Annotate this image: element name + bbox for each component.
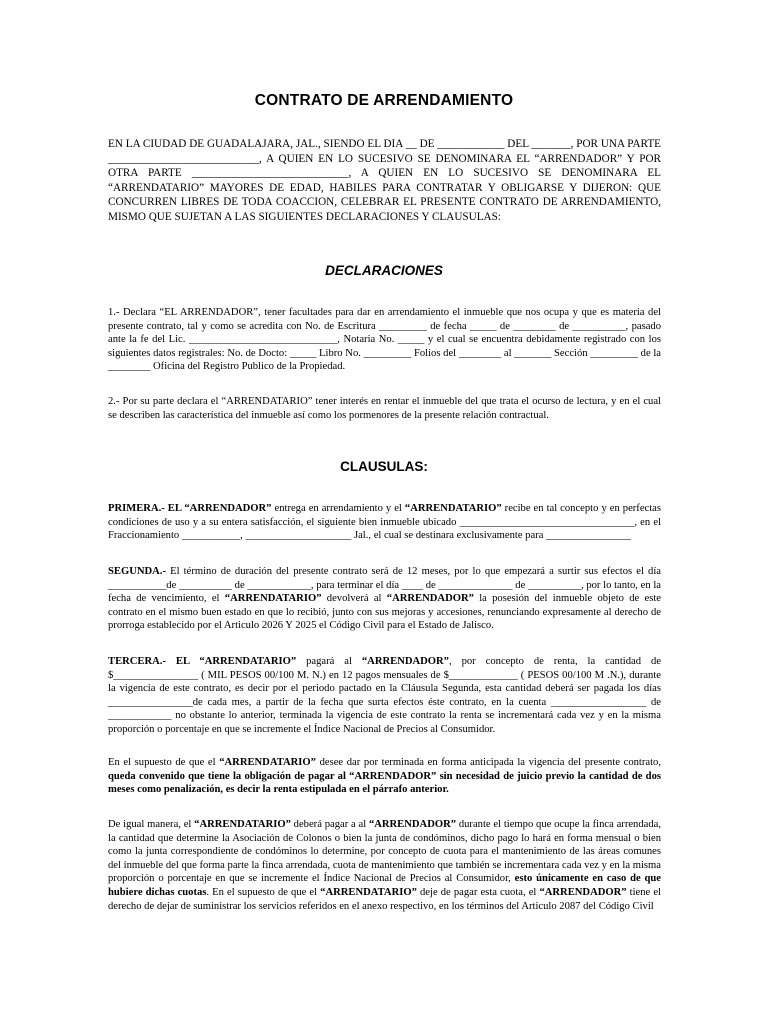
clausula-segunda-text: devolverá al xyxy=(321,593,387,605)
intro-paragraph: EN LA CIUDAD DE GUADALAJARA, JAL., SIENDO EL DIA __ DE ____________ DEL _______, POR UNA PARTE ___________________________, A QUIEN EN LO SUCESIVO SE DENOMINARA EL “ARRENDADOR” Y POR OTRA PARTE ____________________________, A QUIEN EN LO SUCESIVO SE DENOMINARA EL “ARRENDATARIO” MAYORES DE EDAD, HABILES PARA CONTRATAR Y OBLIGARSE Y DIJERON: QUE CONCURREN LIBRES DE TODA COACCION, CELEBRAR EL PRESENTE CONTRATO DE ARRENDAMIENTO, MISMO QUE SUJETAN A LAS SIGUIENTES DECLARACIONES Y CLAUSULAS: xyxy=(108,138,661,223)
clausula-segunda-party: “ARRENDADOR” xyxy=(386,593,474,605)
clausula-primera-party: “ARRENDATARIO” xyxy=(404,503,502,514)
declaraciones-heading: DECLARACIONES xyxy=(325,263,443,278)
document-title: CONTRATO DE ARRENDAMIENTO xyxy=(254,92,514,109)
clausula-primera-text: recibe en tal concepto y en perfectas condiciones de uso y a su entera satisfacción, el siguiente bien inmueble ubicado _________________________________, en el Fraccionamiento ___________, ____________________ Jal., el cual se destinara exclusivamente para ________________ xyxy=(108,503,662,542)
clausula-segunda-text: la posesión del inmueble objeto de este contrato en el mismo buen estado en que lo recibió, junto con sus mejoras y accesiones, renunciando expresamente al derecho de prorroga establecido por el Articulo 2026 Y 2025 el Código Civil para el Estado de Jalisco. xyxy=(108,593,661,632)
penalizacion-text: En el supuesto de que el xyxy=(108,757,220,768)
clausulas-heading: CLAUSULAS: xyxy=(340,459,428,474)
cuotas-text: durante el tiempo que ocupe la finca arrendada, la cantidad que determine la Asociación de Colonos o bien la junta de condóminos, dicho pago lo hará en forma mensual o bien como la junta correspondiente de condóminos lo determine, por concepto de cuota para el mantenimiento de las áreas comunes del inmueble del que forma parte la finca arrendada, cuota de mantenimiento que también se incrementara cada vez y en la misma proporción o porcentaje en que se incremente el Índice Nacional de Precios al Consumidor, xyxy=(108,819,661,885)
declaracion-1: 1.- Declara “EL ARRENDADOR”, tener facultades para dar en arrendamiento el inmueble que nos ocupa y que es materia del presente contrato, tal y como se acredita con No. de Escritura _________ de fecha _____ de ________ de __________, pasado ante la fe del Lic. ____________________________, Notaria No. _____ y el cual se encuentra debidamente registrado con los siguientes datos registrales: No. de Docto: _____ Libro No. _________ Folios del ________ al _______ Sección _________ de la ________ Oficina del Registro Publico de la Propiedad. xyxy=(108,307,661,373)
cuotas-text: tiene el derecho de dejar de suministrar los servicios referidos en el anexo respectivo, en los términos del Articulo 2087 del Código Civil xyxy=(108,886,661,912)
clausula-tercera-lead: TERCERA.- EL “ARRENDATARIO” xyxy=(108,656,297,667)
clausula-tercera-text: pagará al xyxy=(296,656,362,667)
clausula-primera-text: entrega en arrendamiento y el xyxy=(271,503,405,514)
cuotas-text: deberá pagar a al xyxy=(290,819,369,830)
clausula-primera-lead: PRIMERA.- EL “ARRENDADOR” xyxy=(108,503,272,514)
clausula-tercera-text: , por concepto de renta, la cantidad de $________________ ( MIL PESOS 00/100 M. N.) en 12 pagos mensuales de $_____________ ( PESOS 00/100 M .N.), durante la vigencia de este contrato, es decir por el periodo pactado en la Cláusula Segunda, esta cantidad deberá ser pagada los días ________________de cada mes, a partir de la fecha que surta efectos éste contrato, en la cuenta __________________ de ____________ no obstante lo anterior, terminada la vigencia de este contrato la renta se incrementará cada vez y en la misma proporción o porcentaje en que se incremente el Índice Nacional de Precios al Consumidor. xyxy=(108,656,661,735)
penalizacion-emphasis: queda convenido que tiene la obligación de pagar al “ARRENDADOR” sin necesidad de juicio previo la cantidad de dos meses como penalización, es decir la renta estipulada en el párrafo anterior. xyxy=(108,770,661,796)
clausula-primera xyxy=(108,502,661,543)
clausula-segunda-party: “ARRENDATARIO” xyxy=(224,593,322,605)
cuotas-text: . En el supuesto de que el xyxy=(206,886,321,898)
cuotas-party: “ARRENDATARIO” xyxy=(194,819,291,830)
cuotas-party: “ARRENDADOR” xyxy=(368,819,457,830)
clausula-segunda xyxy=(108,565,661,633)
declaracion-2: 2.- Por su parte declara el “ARRENDATARIO” tener interés en rentar el inmueble del que trata el ocurso de lectura, y en el cual se describen las característica del inmueble así como los pormenores de la presente relación contractual. xyxy=(108,396,661,421)
clausula-tercera-party: “ARRENDADOR” xyxy=(361,656,449,667)
cuotas-party: “ARRENDATARIO” xyxy=(320,886,417,898)
penalizacion-party: “ARRENDATARIO” xyxy=(219,757,316,768)
penalizacion-text: desee dar por terminada en forma anticipada la vigencia del presente contrato, xyxy=(315,757,661,768)
clausula-segunda-text: El término de duración del presente contrato será de 12 meses, por lo que empezará a surtir sus efectos el día ___________de __________ de ____________, para terminar el día ____ de ______________ de __________, por lo tanto, en la fecha de vencimiento, el xyxy=(108,566,661,605)
clausula-segunda-lead: SEGUNDA.- xyxy=(108,566,166,577)
cuotas-paragraph xyxy=(108,818,661,913)
penalizacion-paragraph xyxy=(108,756,661,797)
cuotas-text: deje de pagar esta cuota, el xyxy=(416,886,540,898)
cuotas-emphasis: esto únicamente en caso de que hubiere dichas cuotas xyxy=(108,873,662,898)
cuotas-text: De igual manera, el xyxy=(108,819,195,830)
cuotas-party: “ARRENDADOR” xyxy=(539,886,627,898)
clausula-tercera xyxy=(108,655,661,737)
